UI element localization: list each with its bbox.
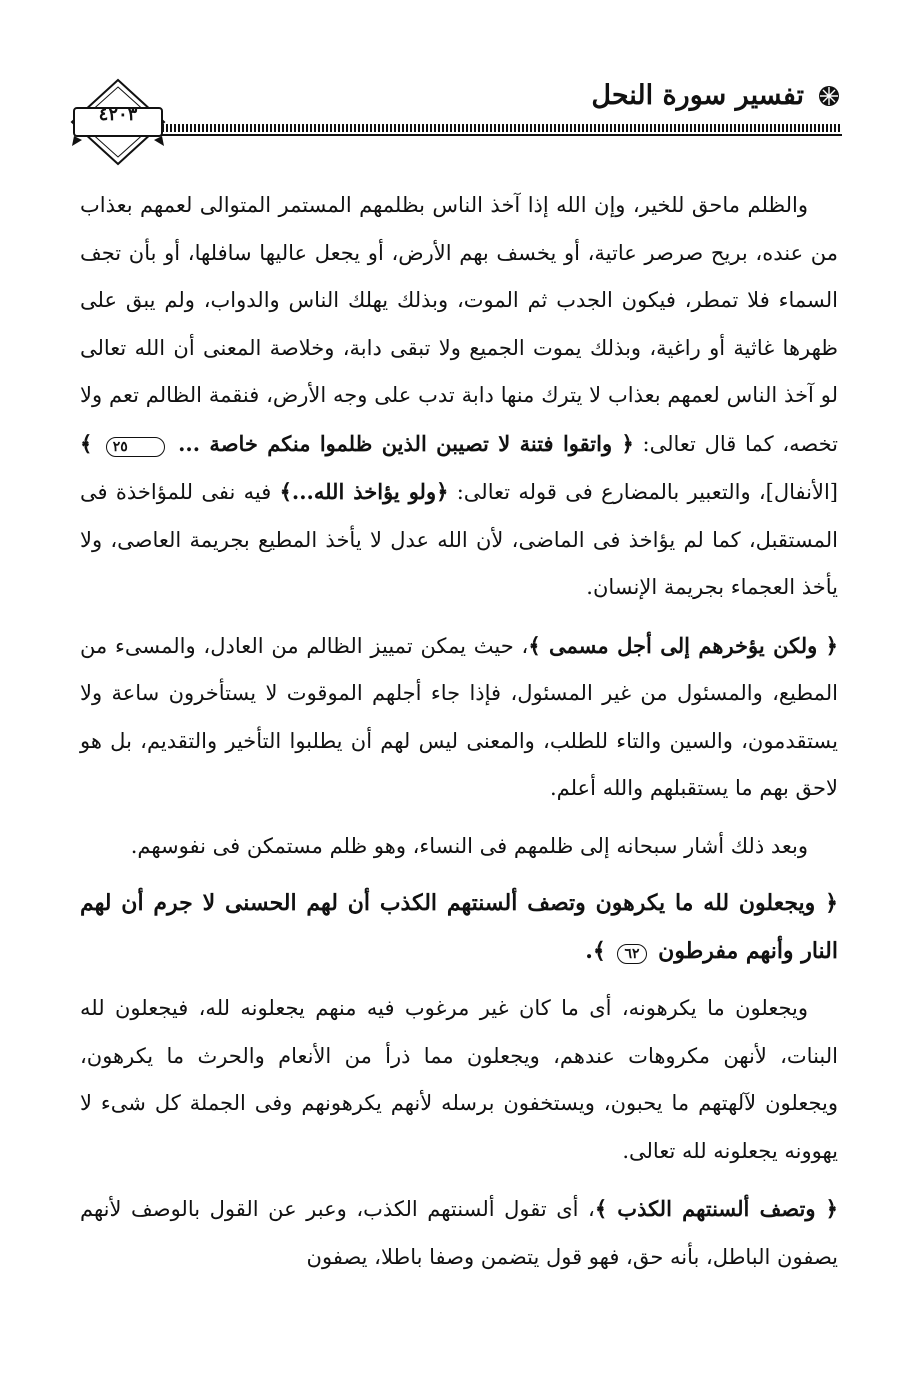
paragraph — [80, 182, 838, 612]
header-rule — [150, 124, 842, 132]
paragraph — [80, 985, 838, 1175]
text-run: فيه نفى للمؤاخذة فى المستقبل، كما لم يؤاخذ فى الماضى، لأن الله عدل لا يأخذ المطيع بجريمة العاصى، ولا يأخذ العجماء بجريمة الإنسان. — [80, 480, 838, 599]
page-header — [70, 78, 842, 158]
paragraph — [80, 1185, 838, 1281]
quran-quote: ﴿ولو يؤاخذ الله...﴾ — [279, 479, 449, 504]
verse-close: ﴾. — [585, 937, 614, 964]
paragraph — [80, 622, 838, 813]
verse-block — [80, 880, 838, 975]
text-run: وبعد ذلك أشار سبحانه إلى ظلمهم فى النساء، وهو ظلم مستمكن فى نفوسهم. — [130, 833, 808, 858]
verse-text: ﴿ ويجعلون لله ما يكرهون وتصف ألسنتهم الكذب أن لهم الحسنى لا جرم أن لهم النار وأنهم مفرطون — [80, 890, 838, 964]
page-number: ٤٢٠٣ — [98, 104, 138, 125]
page-title: تفسير سورة النحل — [591, 80, 804, 111]
quran-quote: ﴿ وتصف ألسنتهم الكذب ﴾ — [594, 1196, 838, 1221]
verse-text: ﴿ واتقوا فتنة لا تصيبن الذين ظلموا منكم خاصة ... — [168, 430, 634, 456]
verse-close: ﴾ — [80, 430, 102, 456]
text-run: والظلم ماحق للخير، وإن الله إذا آخذ الناس بظلمهم المستمر المتوالى لعمهم بعذاب من عنده، بريح صرصر عاتية، أو يخسف بهم الأرض، أو يجعل عاليها سافلها، أو بأن تجف السماء فلا تمطر، فيكون الجدب ثم الموت، وبذلك يهلك الناس والدواب، ولم يبق على ظهرها غاثية أو راغية، وبذلك يموت الجميع ولا تبقى دابة، وخلاصة المعنى أن الله تعالى لو آخذ الناس لعمهم بعذاب لا يترك منها دابة تدب على وجه الأرض، فنقمة الظالم تعم ولا تخصه، كما قال تعالى: — [80, 193, 838, 456]
text-run: ، أى تقول ألسنتهم الكذب، وعبر عن القول بالوصف لأنهم يصفون الباطل، بأنه حق، فهو قول يتضمن وصفا باطلا، يصفون — [80, 1197, 838, 1269]
ornament-icon — [816, 83, 842, 109]
paragraph — [80, 823, 838, 871]
ayah-number: ٦٢ — [617, 944, 646, 964]
running-head — [591, 80, 842, 111]
text-run: ويجعلون ما يكرهونه، أى ما كان غير مرغوب فيه منهم يجعلونه لله، فيجعلون لله البنات، لأنهن مكروهات عندهم، ويجعلون مما ذرأ من الأنعام والحرث ما يكرهون، ويجعلون لآلهتهم ما يحبون، ويستخفون برسله لأنهم يكرهونهم وفى الجملة كل شىء لا يهوونه يجعلونه لله تعالى. — [80, 996, 838, 1163]
quran-quote — [80, 431, 634, 456]
text-run: ، حيث يمكن تمييز الظالم من العادل، والمسىء من المطيع، والمسئول من غير المسئول، فإذا جاء أجلهم الموقوت لا يستأخرون ساعة ولا يستقدمون، والسين والتاء للطلب، والمعنى ليس لهم أن يطلبوا التأخير والتقديم، بل هو لاحق بهم ما يستقبلهم والله أعلم. — [80, 633, 838, 800]
ayah-number: ٢٥ — [106, 437, 165, 457]
text-run: [الأنفال]، والتعبير بالمضارع فى قوله تعالى: — [448, 480, 838, 504]
quran-quote: ﴿ ولكن يؤخرهم إلى أجل مسمى ﴾ — [528, 632, 838, 658]
body-text — [80, 182, 838, 1291]
